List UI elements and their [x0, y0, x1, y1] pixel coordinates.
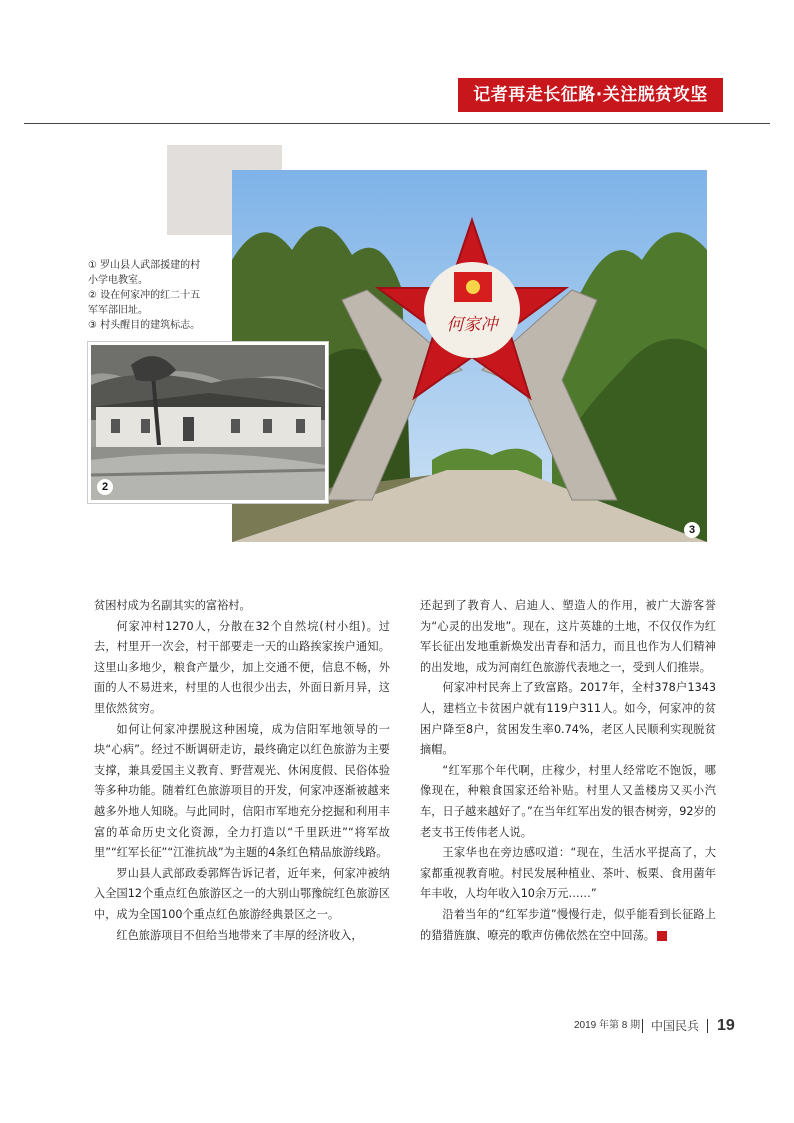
photo-old-headquarters [88, 342, 328, 503]
paragraph: 还起到了教育人、启迪人、塑造人的作用，被广大游客誉为“心灵的出发地”。现在，这片英雄的土地，不仅仅作为红军长征出发地重新焕发出青春和活力，而且也作为人们精神的出发地，成为河南红色旅游代表地之一，受到人们推崇。 [420, 599, 716, 674]
paragraph: 如何让何家冲摆脱这种困境，成为信阳军地领导的一块“心病”。经过不断调研走访，最终确定以红色旅游为主要支撑，兼具爱国主义教育、野营观光、休闲度假、民俗体验等多种功能。随着红色旅游项目的开发，何家冲逐渐被越来越多外地人知晓。与此同时，信阳市军地充分挖掘和利用丰富的革命历史文化资源，全力打造以“千里跃进”“将军故里”“红军长征”“江淮抗战”为主题的4条红色精品旅游线路。 [94, 722, 390, 860]
photo-caption [88, 258, 233, 333]
paragraph: 罗山县人武部政委郭辉告诉记者，近年来，何家冲被纳入全国12个重点红色旅游区之一的大别山鄂豫皖红色旅游区中，成为全国100个重点红色旅游经典景区之一。 [94, 866, 390, 921]
section-banner: 记者再走长征路·关注脱贫攻坚 [458, 78, 723, 112]
monument-sign-text: 何家冲 [446, 315, 498, 335]
caption-line: 小学电教室。 [88, 275, 148, 286]
paragraph-final [420, 905, 716, 946]
paragraph: 红色旅游项目不但给当地带来了丰厚的经济收入， [116, 928, 363, 942]
final-text: 沿着当年的“红军步道”慢慢行走，似乎能看到长征路上的猎猎旌旗、嘹亮的歌声仿佛依然在空中回荡。 [420, 907, 716, 942]
page-number: 19 [717, 1017, 735, 1034]
paragraph: “红军那个年代啊，庄稼少，村里人经常吃不饱饭，哪像现在，种粮食国家还给补贴。村里人又盖楼房又买小汽车，日子越来越好了。”在当年红军出发的银杏树旁，92岁的老支书王传伟老人说。 [420, 763, 716, 839]
caption-line: ③ 村头醒目的建筑标志。 [88, 320, 201, 331]
paragraph: 王家华也在旁边感叹道：“现在，生活水平提高了，大家都重视教育啦。村民发展种植业、茶叶、板栗、食用菌年年丰收，人均年收入10余万元……” [420, 846, 716, 901]
photo-number-2: 2 [97, 479, 113, 495]
article-column-left [94, 596, 390, 946]
header-rule [24, 123, 770, 124]
paragraph: 何家冲村民奔上了致富路。2017年，全村378户1343人，建档立卡贫困户就有119户311人。如今，何家冲的贫困户降至8户，贫困发生率0.74%，老区人民顺利实现脱贫摘帽。 [420, 681, 716, 757]
caption-line: 军军部旧址。 [88, 305, 148, 316]
paragraph: 贫困村成为名副其实的富裕村。 [94, 599, 251, 612]
headquarters-illustration [91, 345, 325, 500]
caption-line: ② 设在何家冲的红二十五 [88, 290, 201, 301]
article-column-right [420, 596, 716, 946]
footer-divider [642, 1019, 643, 1033]
magazine-name: 中国民兵 [651, 1019, 700, 1033]
caption-line: ① 罗山县人武部援建的村 [88, 260, 201, 271]
photo-number-3: 3 [684, 522, 700, 538]
issue-label: 2019 年第 8 期 [574, 1020, 641, 1031]
paragraph: 何家冲村1270人，分散在32个自然垸(村小组)。过去，村里开一次会，村干部要走一天的山路挨家挨户通知。这里山多地少，粮食产量少，加上交通不便，信息不畅，外面的人不易进来，村里的人也很少出去，外面日新月异，这里依然贫穷。 [94, 619, 390, 715]
end-mark-icon: ■ [657, 931, 667, 941]
footer-divider [707, 1019, 708, 1033]
